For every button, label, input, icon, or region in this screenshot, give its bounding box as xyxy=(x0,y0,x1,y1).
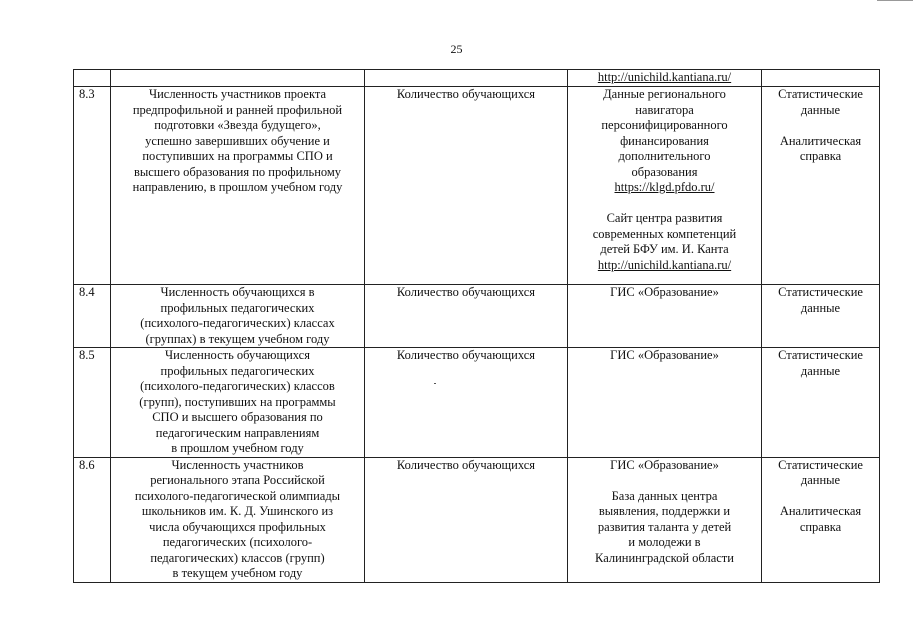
name-line: высшего образования по профильному xyxy=(133,164,342,179)
source-line: ГИС «Образование» xyxy=(610,348,719,362)
source-line: выявления, поддержки и xyxy=(598,504,731,518)
name-line: в прошлом учебном году xyxy=(171,441,304,455)
name-line: Численность участников проекта xyxy=(148,87,327,101)
blank-line xyxy=(572,196,757,212)
source-line: финансирования xyxy=(620,133,709,148)
indicator-name xyxy=(111,87,365,285)
indicator-name xyxy=(111,348,365,458)
source-line: Сайт центра развития xyxy=(606,211,723,225)
name-line: психолого-педагогической олимпиады xyxy=(134,488,341,503)
form-line: данные xyxy=(800,300,841,315)
blank-line xyxy=(766,118,875,134)
scan-speck xyxy=(434,383,436,384)
table-row-8-6 xyxy=(74,457,880,582)
blank-line xyxy=(572,473,757,489)
table-row-continuation xyxy=(74,70,880,87)
row-number: 8.4 xyxy=(74,285,111,348)
form-line: Аналитическая xyxy=(779,504,862,518)
blank-line xyxy=(766,489,875,505)
source-line: дополнительного xyxy=(618,149,711,163)
form-line: Статистические xyxy=(778,348,863,362)
page-number: 25 xyxy=(450,42,463,56)
name-line: Численность обучающихся в xyxy=(160,285,315,299)
report-form xyxy=(762,285,880,348)
report-form xyxy=(762,70,880,87)
name-line: СПО и высшего образования по xyxy=(152,410,323,424)
name-line: подготовки «Звезда будущего», xyxy=(154,118,321,132)
name-line: (психолого-педагогических) классов xyxy=(140,379,335,393)
data-source xyxy=(568,70,762,87)
source-line: ГИС «Образование» xyxy=(610,285,719,299)
row-number: 8.3 xyxy=(74,87,111,285)
name-line: поступивших на программы СПО и xyxy=(142,149,333,163)
unit-of-measure: Количество обучающихся xyxy=(365,457,568,582)
data-source xyxy=(568,457,762,582)
source-line: персонифицированного xyxy=(601,118,728,132)
form-line: данные xyxy=(800,102,841,117)
report-form xyxy=(762,457,880,582)
report-form xyxy=(762,87,880,285)
unit-of-measure xyxy=(365,70,568,87)
indicator-name xyxy=(111,457,365,582)
name-line: в текущем учебном году xyxy=(172,566,303,580)
table-row-8-3 xyxy=(74,87,880,285)
table-row-8-5 xyxy=(74,348,880,458)
name-line: профильных педагогических xyxy=(160,363,315,378)
name-line: педагогическим направлениям xyxy=(155,425,320,440)
form-line: данные xyxy=(800,363,841,378)
source-line: современных компетенций xyxy=(592,226,737,241)
name-line: успешно завершивших обучение и xyxy=(145,133,330,148)
name-line: (психолого-педагогических) классах xyxy=(140,316,335,330)
indicator-name xyxy=(111,70,365,87)
form-line: Статистические xyxy=(778,285,863,299)
source-line: и молодежи в xyxy=(628,535,701,549)
source-link[interactable]: http://unichild.kantiana.ru/ xyxy=(597,257,732,272)
form-line: справка xyxy=(799,519,842,534)
name-line: направлению, в прошлом учебном году xyxy=(132,180,343,194)
name-line: педагогических) классов (групп) xyxy=(150,550,325,565)
source-line: детей БФУ им. И. Канта xyxy=(600,242,729,256)
source-link[interactable]: http://unichild.kantiana.ru/ xyxy=(597,70,732,84)
indicator-name xyxy=(111,285,365,348)
data-source xyxy=(568,87,762,285)
source-link[interactable]: https://klgd.pfdo.ru/ xyxy=(614,180,715,194)
name-line: Численность обучающихся xyxy=(165,348,310,362)
row-number: 8.5 xyxy=(74,348,111,458)
source-line: навигатора xyxy=(635,102,694,117)
name-line: (групп), поступивших на программы xyxy=(139,394,336,409)
name-line: профильных педагогических xyxy=(160,300,315,315)
name-line: числа обучающихся профильных xyxy=(149,519,326,534)
row-number xyxy=(74,70,111,87)
indicators-table xyxy=(73,69,880,583)
report-form xyxy=(762,348,880,458)
name-line: педагогических (психолого- xyxy=(162,535,313,549)
data-source xyxy=(568,348,762,458)
unit-of-measure: Количество обучающихся xyxy=(365,87,568,285)
source-line: ГИС «Образование» xyxy=(610,457,719,472)
row-number: 8.6 xyxy=(74,457,111,582)
corner-scan-line xyxy=(877,0,913,1)
form-line: данные xyxy=(800,473,841,487)
unit-of-measure: Количество обучающихся xyxy=(365,348,568,458)
form-line: Статистические xyxy=(778,87,863,101)
unit-of-measure: Количество обучающихся xyxy=(365,285,568,348)
source-line: образования xyxy=(631,164,698,179)
source-line: База данных центра xyxy=(611,488,718,503)
form-line: Аналитическая xyxy=(779,133,862,148)
data-source xyxy=(568,285,762,348)
source-line: Калининградской области xyxy=(595,550,734,565)
name-line: школьников им. К. Д. Ушинского из xyxy=(141,504,334,518)
source-line: развития таланта у детей xyxy=(597,519,732,534)
name-line: предпрофильной и ранней профильной xyxy=(132,102,343,117)
source-line: Данные регионального xyxy=(603,87,726,101)
name-line: регионального этапа Российской xyxy=(150,473,325,487)
name-line: (группах) в текущем учебном году xyxy=(145,331,330,346)
form-line: Статистические xyxy=(778,457,863,472)
table-row-8-4 xyxy=(74,285,880,348)
form-line: справка xyxy=(799,149,842,163)
name-line: Численность участников xyxy=(171,457,304,472)
